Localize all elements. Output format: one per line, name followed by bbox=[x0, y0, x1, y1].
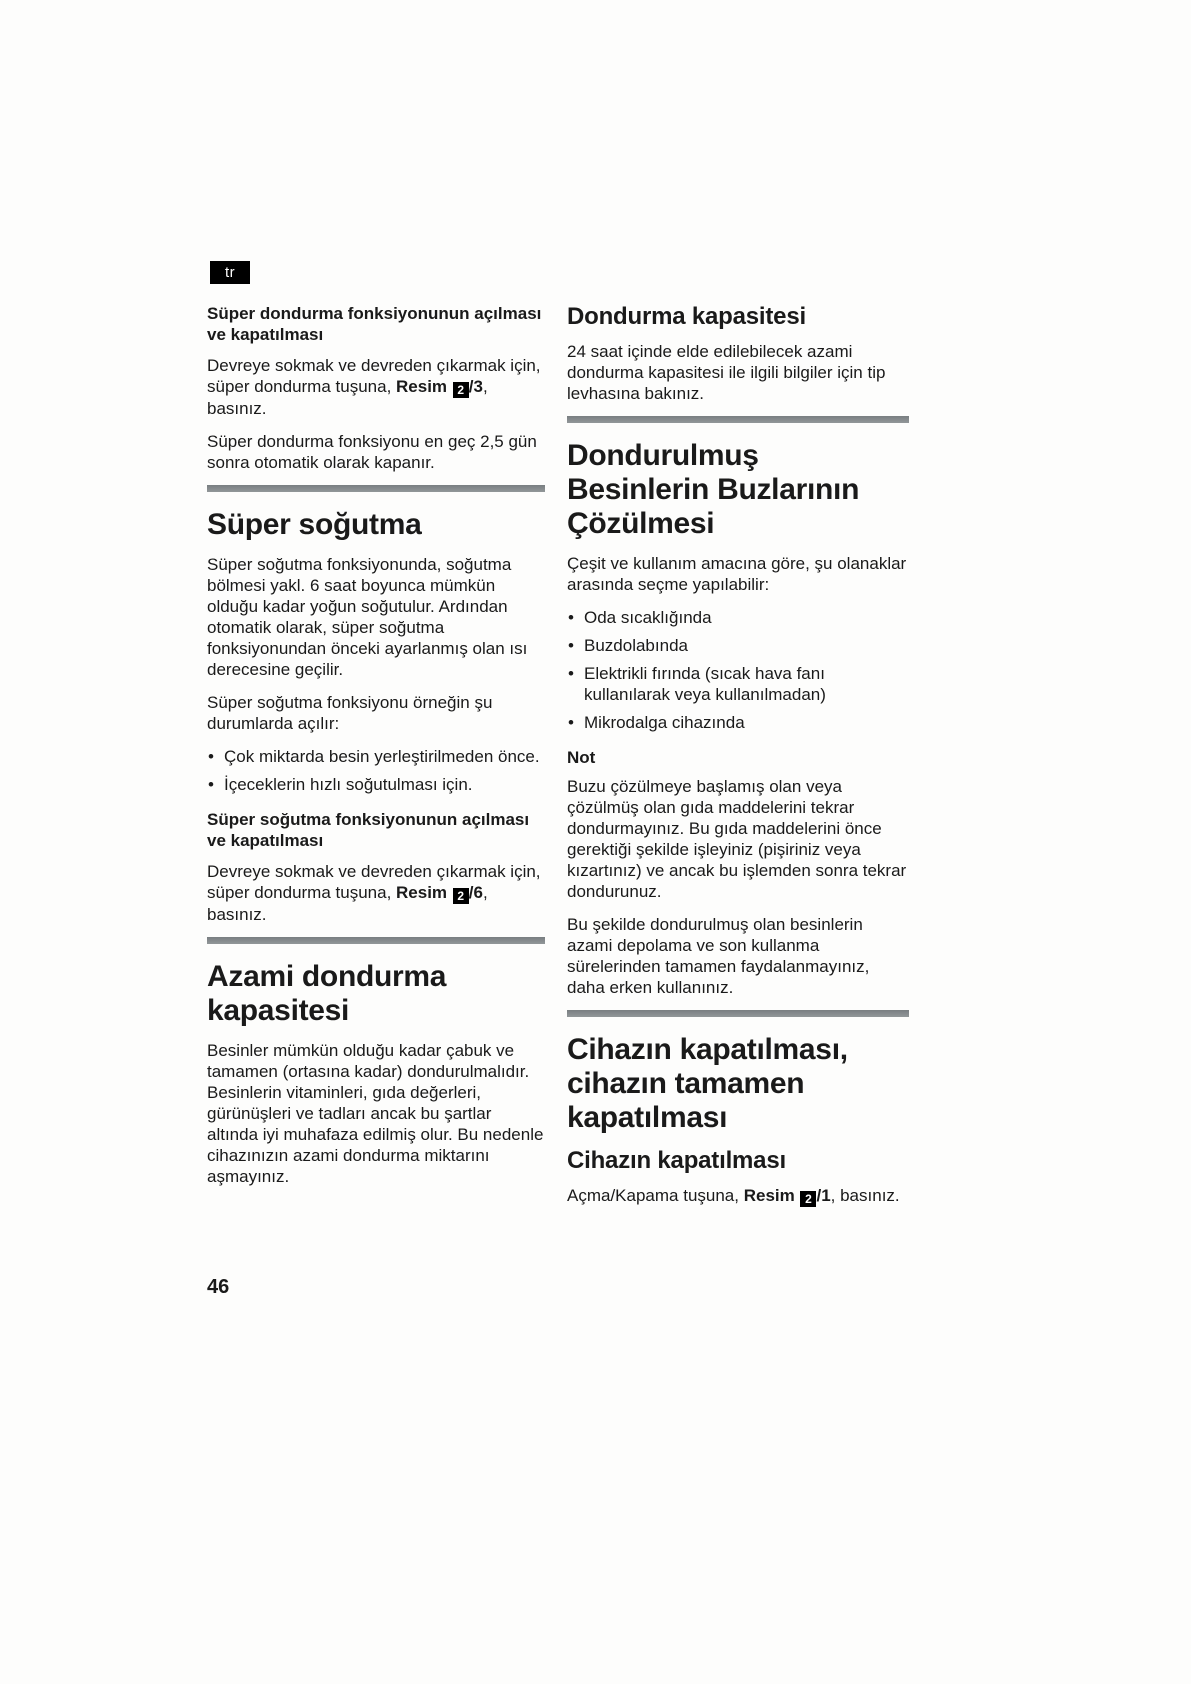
section-title bbox=[567, 1033, 909, 1135]
section-title: Süper soğutma bbox=[207, 508, 422, 541]
paragraph: Süper dondurma fonksiyonu en geç 2,5 gün sonra otomatik olarak kapanır. bbox=[207, 432, 537, 472]
text-run: Açma/Kapama tuşuna, bbox=[567, 1186, 744, 1205]
paragraph bbox=[207, 355, 545, 419]
paragraph: Besinler mümkün olduğu kadar çabuk ve tamamen (ortasına kadar) dondurulmalıdır. Besinlerin vitaminleri, gıda değerleri, gürünüşleri ve tadları ancak bu şartlar altında iyi muhafaza edilmiş olur. Bu nedenle cihazınızın azami dondurma miktarını aşmayınız. bbox=[207, 1041, 544, 1186]
figure-ref: /3 bbox=[468, 377, 483, 396]
section-title bbox=[207, 960, 545, 1028]
list-item: • Oda sıcaklığında bbox=[567, 607, 909, 628]
title-line: Besinlerin Buzlarının bbox=[567, 473, 860, 506]
text-run: Devreye sokmak ve devreden çıkarmak için, süper dondurma tuşuna, bbox=[207, 862, 541, 902]
list-item: • İçeceklerin hızlı soğutulması için. bbox=[207, 774, 545, 795]
section-divider bbox=[567, 1010, 909, 1017]
figure-2-badge-icon: 2 bbox=[453, 888, 469, 904]
paragraph bbox=[207, 861, 545, 925]
list-item: • Mikrodalga cihazında bbox=[567, 712, 909, 733]
resim-label: Resim bbox=[396, 883, 452, 902]
paragraph: Süper soğutma fonksiyonu örneğin şu durumlarda açılır: bbox=[207, 693, 493, 733]
title-line: cihazın tamamen bbox=[567, 1067, 805, 1100]
text-run: , basınız. bbox=[207, 377, 488, 418]
title-line: Cihazın kapatılması, bbox=[567, 1033, 848, 1066]
right-column bbox=[567, 303, 909, 1219]
title-line: kapasitesi bbox=[207, 994, 350, 1027]
list-item: • Çok miktarda besin yerleştirilmeden önce. bbox=[207, 746, 545, 767]
note-heading: Not bbox=[567, 748, 596, 767]
list-item: • Buzdolabında bbox=[567, 635, 909, 656]
figure-ref: /6 bbox=[468, 883, 483, 902]
paragraph: Süper soğutma fonksiyonunda, soğutma bölmesi yakl. 6 saat boyunca mümkün olduğu kadar yoğun soğutulur. Ardından otomatik olarak, süper soğutma fonksiyonundan önceki ayarlanmış olan ısı derecesine geçilir. bbox=[207, 555, 528, 679]
subsection-heading: Süper soğutma fonksiyonunun açılması ve kapatılması bbox=[207, 810, 530, 850]
subsection-heading: Süper dondurma fonksiyonunun açılması ve kapatılması bbox=[207, 304, 542, 344]
paragraph bbox=[567, 1185, 909, 1207]
resim-label: Resim bbox=[743, 1186, 800, 1205]
page-number: 46 bbox=[207, 1276, 230, 1298]
paragraph: Bu şekilde dondurulmuş olan besinlerin azami depolama ve son kullanma sürelerinden tamamen faydalanmayınız, daha erken kullanınız. bbox=[567, 915, 870, 997]
paragraph: Buzu çözülmeye başlamış olan veya çözülmüş olan gıda maddelerini tekrar dondurmayınız. Bu gıda maddelerini önce gerektiği şekilde işleyiniz (pişiriniz veya kızartınız) ve ancak bu işlemden sonra tekrar dondurunuz. bbox=[567, 777, 907, 901]
resim-label: Resim bbox=[396, 377, 452, 396]
text-run: , basınız. bbox=[207, 883, 488, 924]
section-divider bbox=[207, 485, 545, 492]
bullet-list bbox=[567, 607, 909, 733]
paragraph: 24 saat içinde elde edilebilecek azami dondurma kapasitesi ile ilgili bilgiler için tip levhasına bakınız. bbox=[567, 342, 886, 403]
figure-ref: /1 bbox=[816, 1186, 831, 1205]
language-tag: tr bbox=[210, 261, 250, 284]
title-line: Çözülmesi bbox=[567, 507, 715, 540]
subsection-heading: Cihazın kapatılması bbox=[567, 1147, 786, 1174]
figure-2-badge-icon: 2 bbox=[800, 1191, 816, 1207]
list-item: • Elektrikli fırında (sıcak hava fanı kullanılarak veya kullanılmadan) bbox=[567, 663, 909, 705]
figure-2-badge-icon: 2 bbox=[453, 382, 469, 398]
section-heading: Dondurma kapasitesi bbox=[567, 303, 806, 330]
bullet-list bbox=[207, 746, 545, 795]
text-run: , basınız. bbox=[830, 1186, 900, 1205]
text-run: Devreye sokmak ve devreden çıkarmak için, süper dondurma tuşuna, bbox=[207, 356, 541, 396]
section-title bbox=[567, 439, 909, 541]
title-line: Dondurulmuş bbox=[567, 439, 759, 472]
section-divider bbox=[567, 416, 909, 423]
title-line: kapatılması bbox=[567, 1101, 728, 1134]
section-divider bbox=[207, 937, 545, 944]
left-column bbox=[207, 303, 545, 1199]
paragraph: Çeşit ve kullanım amacına göre, şu olanaklar arasında seçme yapılabilir: bbox=[567, 554, 907, 594]
title-line: Azami dondurma bbox=[207, 960, 447, 993]
